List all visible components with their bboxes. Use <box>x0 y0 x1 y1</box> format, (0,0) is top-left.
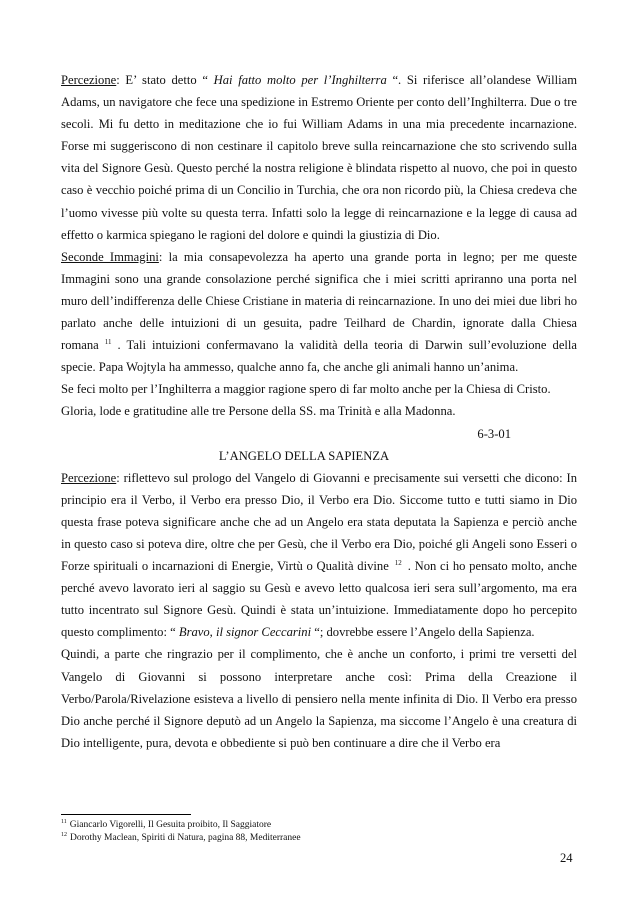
text-run: : la mia consapevolezza ha aperto una grande porta in legno; per me queste Immagini sono una grande consolazione perché significa che i miei scritti apriranno una porta nel muro dell’indifferenza delle Chiese Cristiane in materia di reincarnazione. In uno dei miei due libri ho parlato anche delle intuizioni di un gesuita, padre Teilhard de Chardin, ignorate dalla Chiesa romana <box>61 249 577 353</box>
footnote-text: Dorothy Maclean, Spiriti di Natura, pagina 88, Mediterranee <box>70 833 301 843</box>
paragraph-percezione-1 <box>61 69 577 246</box>
text-run: : E’ stato detto “ <box>116 73 214 87</box>
footnote-divider <box>61 814 191 815</box>
text-run: “. Si riferisce all’olandese William Adams, un navigatore che fece una spedizione in Estremo Oriente per conto dell’Inghilterra. Due o tre secoli. Mi fu detto in meditazione che io fui William Adams in una mia precedente incarnazione. Forse mi suggeriscono di non cestinare il capitolo breve sulla reincarnazione che sto scrivendo sulla vita del Signore Gesù. Questo perché la nostra religione è blindata rispetto al nuovo, che poi in questo caso è vecchio poiché prima di un Concilio in Turchia, che ora non ricordo più, la Chiesa credeva che l’uomo vivesse più volte su questa terra. Infatti solo la legge di reincarnazione e la legge di causa ad effetto o karmica spiegano le ragioni del dolore e quindi la giustizia di Dio. <box>61 73 578 242</box>
body-text <box>61 69 577 754</box>
paragraph-seconde-immagini <box>61 246 577 379</box>
page-number: 24 <box>560 851 573 865</box>
section-label: Percezione <box>61 470 117 485</box>
paragraph-quindi: Quindi, a parte che ringrazio per il complimento, che è anche un conforto, i primi tre versetti del Vangelo di Giovanni si possono interpretare anche così: Prima della Creazione il Verbo/Parola/Rivelazione esisteva a livello di pensiero nella mente infinita di Dio. Il Verbo era presso Dio anche perché il Signore deputò ad un Angelo la Sapienza, ma siccome l’Angelo è una creatura di Dio intelligente, pura, devota e obbediente si può ben continuare a dire che il Verbo era <box>61 647 577 750</box>
text-run: : riflettevo sul prologo del Vangelo di Giovanni e precisamente sui versetti che dicono: In principio era il Verbo, il Verbo era presso Dio, il Verbo era Dio. Siccome tutto e tutti siamo in Dio questa frase poteva significare anche che ad un Angelo era stata deputata la Sapienza e perciò anche in questo caso si poteva dire, oltre che per Gesù, che il Verbo era Dio, poiché gli Angeli sono Esseri o Forze spirituali o incarnazioni di Energie, Virtù o Qualità divine <box>61 470 577 574</box>
footnotes <box>61 819 301 845</box>
footnote-number: 12 <box>61 831 67 838</box>
text-run: “; dovrebbe essere l’Angelo della Sapienza. <box>311 625 535 640</box>
section-label: Seconde Immagini <box>61 249 159 264</box>
section-label: Percezione <box>61 73 117 87</box>
paragraph-percezione-2 <box>61 467 577 644</box>
quoted-message: Bravo, il signor Ceccarini <box>178 625 312 640</box>
paragraph-inghilterra: Se feci molto per l’Inghilterra a maggior ragione spero di far molto anche per la Chiesa di Cristo. <box>61 382 551 397</box>
chapter-title: L’ANGELO DELLA SAPIENZA <box>218 448 390 463</box>
footnote <box>61 832 301 845</box>
paragraph-gloria: Gloria, lode e gratitudine alle tre Persone della SS. ma Trinità e alla Madonna. <box>61 404 456 419</box>
quoted-message: Hai fatto molto per l’Inghilterra <box>213 73 387 87</box>
footnote <box>61 819 301 832</box>
footnote-ref: 12 <box>394 558 402 567</box>
text-run: . Non ci ho pensato molto, anche perché avevo lavorato ieri al saggio su Gesù e avevo letto qualcosa ieri sera sull’argomento, ma era tutto incentrato sul Signore Gesù. Quindi è stata un’intuizione. Immediatamente dopo ho percepito questo complimento: “ <box>61 559 577 640</box>
footnote-text: Giancarlo Vigorelli, Il Gesuita proibito, Il Saggiatore <box>69 820 272 830</box>
footnote-ref: 11 <box>104 337 112 346</box>
text-run: . Tali intuizioni confermavano la validità della teoria di Darwin sull’evoluzione della specie. Papa Wojtyla ha ammesso, qualche anno fa, che anche gli animali hanno un’anima. <box>61 338 577 375</box>
entry-date: 6-3-01 <box>477 426 511 441</box>
footnote-number: 11 <box>61 818 67 825</box>
